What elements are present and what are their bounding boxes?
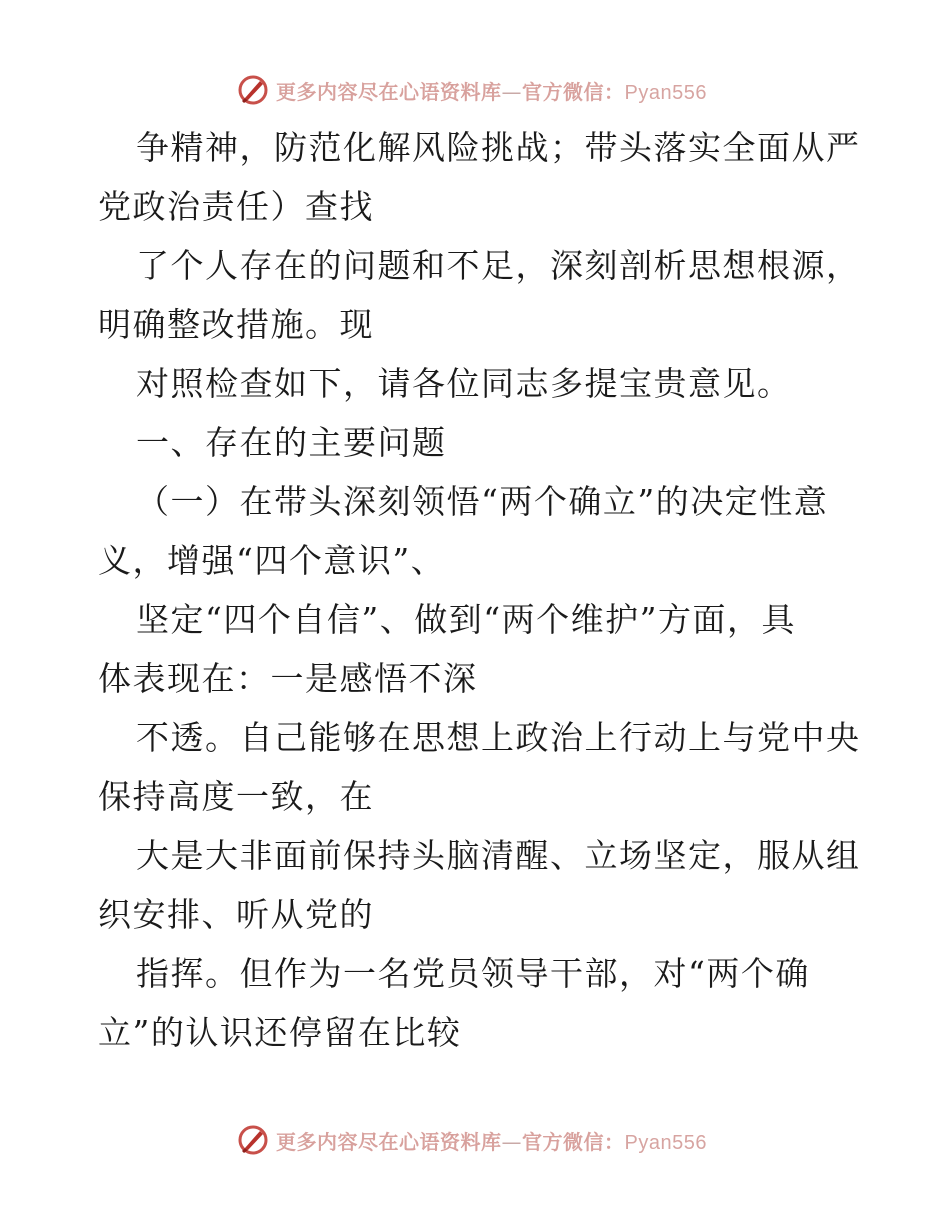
watermark-separator: —	[501, 79, 522, 104]
brush-logo-icon	[236, 1123, 270, 1157]
watermark-label: 官方微信：	[522, 1129, 625, 1154]
body-line: 保持高度一致，在	[98, 777, 374, 816]
watermark-separator: —	[501, 1129, 522, 1154]
watermark-id: Pyan556	[624, 1131, 707, 1154]
watermark-text	[276, 76, 707, 105]
body-line: 体表现在：一是感悟不深	[98, 659, 478, 698]
footer-watermark	[236, 1122, 707, 1158]
document-body	[98, 118, 861, 1062]
body-line: 了个人存在的问题和不足，深刻剖析思想根源，	[136, 246, 861, 285]
watermark-text	[276, 1126, 707, 1155]
body-line: 织安排、听从党的	[98, 895, 374, 934]
watermark-label: 官方微信：	[522, 79, 625, 104]
watermark-title: 更多内容尽在心语资料库	[276, 79, 502, 104]
body-line: 义，增强“四个意识”、	[98, 541, 446, 580]
body-line: 明确整改措施。现	[98, 305, 374, 344]
body-line: 立”的认识还停留在比较	[98, 1013, 462, 1052]
body-line: 坚定“四个自信”、做到“两个维护”方面，具	[136, 600, 796, 639]
body-line: 一、存在的主要问题	[136, 423, 447, 462]
body-line: （一）在带头深刻领悟“两个确立”的决定性意	[136, 482, 829, 521]
watermark-id: Pyan556	[624, 81, 707, 104]
body-line: 争精神，防范化解风险挑战；带头落实全面从严	[136, 128, 861, 167]
body-line: 党政治责任）查找	[98, 187, 374, 226]
header-watermark	[236, 72, 707, 108]
watermark-title: 更多内容尽在心语资料库	[276, 1129, 502, 1154]
body-line: 大是大非面前保持头脑清醒、立场坚定，服从组	[136, 836, 861, 875]
body-line: 不透。自己能够在思想上政治上行动上与党中央	[136, 718, 861, 757]
body-line: 指挥。但作为一名党员领导干部，对“两个确	[136, 954, 810, 993]
body-line: 对照检查如下，请各位同志多提宝贵意见。	[136, 364, 792, 403]
brush-logo-icon	[236, 73, 270, 107]
